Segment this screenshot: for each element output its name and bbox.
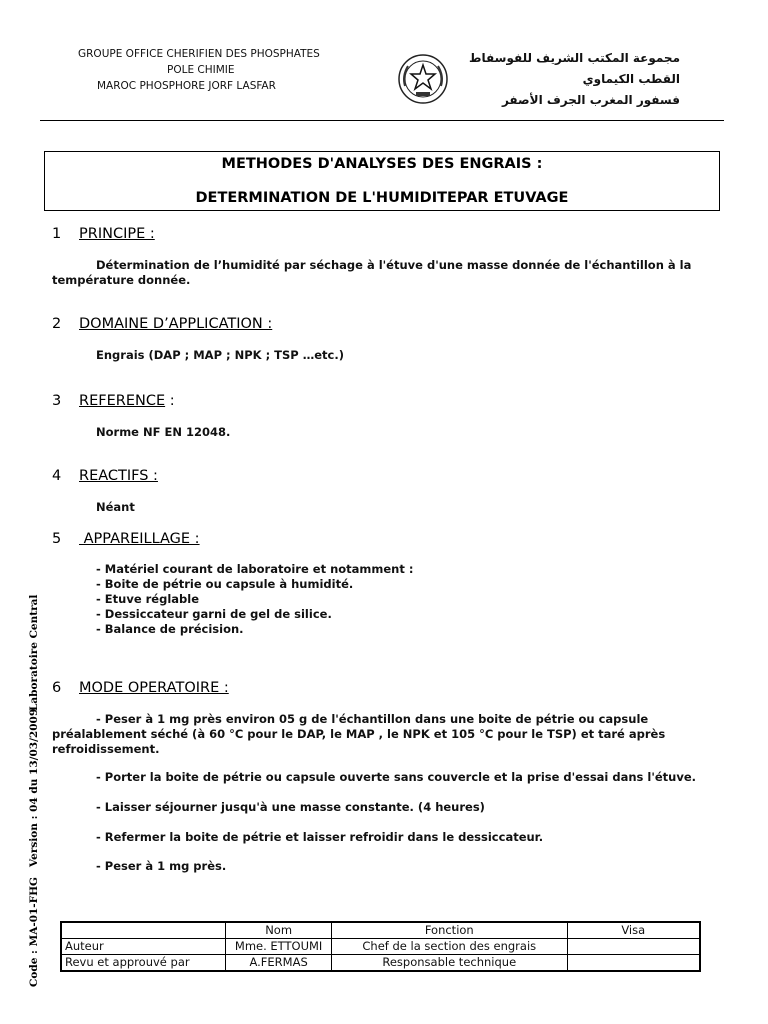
table-cell: Auteur: [61, 939, 226, 955]
document-subtitle: DETERMINATION DE L'HUMIDITEPAR ETUVAGE: [195, 190, 569, 206]
procedure-step-line: refroidissement.: [52, 742, 160, 756]
table-cell: [567, 939, 700, 955]
procedure-step-line: - Peser à 1 mg près.: [96, 859, 227, 873]
table-cell: Chef de la section des engrais: [332, 939, 567, 955]
section-title: APPAREILLAGE :: [79, 531, 200, 547]
table-cell: A.FERMAS: [226, 955, 332, 972]
table-cell: Mme. ETTOUMI: [226, 939, 332, 955]
section-number: 6: [52, 680, 62, 696]
site-name-ar: فسفور المغرب الجرف الأصفر: [501, 93, 680, 107]
equipment-list-item: - Matériel courant de laboratoire et notamment :: [96, 562, 414, 576]
site-name: MAROC PHOSPHORE JORF LASFAR: [97, 80, 276, 92]
document-title-box: [44, 151, 720, 211]
section-heading-mode-operatoire: [52, 680, 229, 696]
section-number: 1: [52, 226, 62, 242]
table-header-row: [61, 922, 700, 939]
document-code: Code : MA-01-FHG: [28, 876, 40, 987]
section-number: 3: [52, 393, 62, 409]
table-row: [61, 955, 700, 972]
equipment-list-item: - Etuve réglable: [96, 592, 199, 606]
section-title: REFERENCE: [79, 393, 166, 409]
company-name: GROUPE OFFICE CHERIFIEN DES PHOSPHATES: [78, 48, 320, 60]
reference-text: Norme NF EN 12048.: [96, 425, 231, 439]
section-heading-reactifs: [52, 468, 158, 484]
principe-text-line: Détermination de l’humidité par séchage à l'étuve d'une masse donnée de l'échantillon à la: [96, 258, 692, 272]
document-control-sidebar: [28, 595, 40, 987]
table-cell: Revu et approuvé par: [61, 955, 226, 972]
procedure-step-line: préalablement séché (à 60 °C pour le DAP, le MAP , le NPK et 105 °C pour le TSP) et taré après: [52, 727, 666, 741]
table-header-cell: Fonction: [332, 922, 567, 939]
header-divider: [40, 120, 724, 121]
section-heading-principe: [52, 226, 155, 242]
section-heading-reference: [52, 393, 175, 409]
section-title: DOMAINE D’APPLICATION :: [79, 316, 273, 332]
section-number: 5: [52, 531, 62, 547]
section-number: 4: [52, 468, 62, 484]
procedure-step-line: - Peser à 1 mg près environ 05 g de l'échantillon dans une boite de pétrie ou capsule: [96, 712, 649, 726]
division-name: POLE CHIMIE: [167, 64, 235, 76]
table-row: [61, 939, 700, 955]
section-title: REACTIFS :: [79, 468, 158, 484]
equipment-list-item: - Boite de pétrie ou capsule à humidité.: [96, 577, 354, 591]
principe-text-line: température donnée.: [52, 273, 191, 287]
equipment-list-item: - Dessiccateur garni de gel de silice.: [96, 607, 332, 621]
equipment-list-item: - Balance de précision.: [96, 622, 244, 636]
company-header-fr: [60, 46, 330, 94]
procedure-step-line: - Laisser séjourner jusqu'à une masse constante. (4 heures): [96, 800, 485, 814]
reactifs-text: Néant: [96, 500, 135, 514]
table-header-cell: [61, 922, 226, 939]
section-title: MODE OPERATOIRE :: [79, 680, 229, 696]
section-title-suffix: :: [165, 393, 175, 409]
division-name-ar: القطب الكيماوي: [582, 72, 680, 86]
table-cell: [567, 955, 700, 972]
company-name-ar: مجموعة المكتب الشريف للفوسفاط: [469, 51, 680, 65]
table-header-cell: Nom: [226, 922, 332, 939]
procedure-step-line: - Porter la boite de pétrie ou capsule ouverte sans couvercle et la prise d'essai dans l'étuve.: [96, 770, 697, 784]
document-version: Version : 04 du 13/03/2009: [28, 708, 40, 867]
section-number: 2: [52, 316, 62, 332]
section-heading-domaine: [52, 316, 272, 332]
table-header-cell: Visa: [567, 922, 700, 939]
company-header-ar: [469, 48, 680, 111]
approval-table: [60, 921, 701, 972]
coat-of-arms-seal-icon: [396, 52, 450, 106]
laboratory-name: Laboratoire Central: [28, 594, 40, 711]
section-heading-appareillage: [52, 531, 200, 547]
domaine-text: Engrais (DAP ; MAP ; NPK ; TSP …etc.): [96, 348, 344, 362]
document-title: METHODES D'ANALYSES DES ENGRAIS :: [221, 156, 543, 172]
section-title: PRINCIPE :: [79, 226, 155, 242]
table-cell: Responsable technique: [332, 955, 567, 972]
procedure-step-line: - Refermer la boite de pétrie et laisser refroidir dans le dessiccateur.: [96, 830, 544, 844]
